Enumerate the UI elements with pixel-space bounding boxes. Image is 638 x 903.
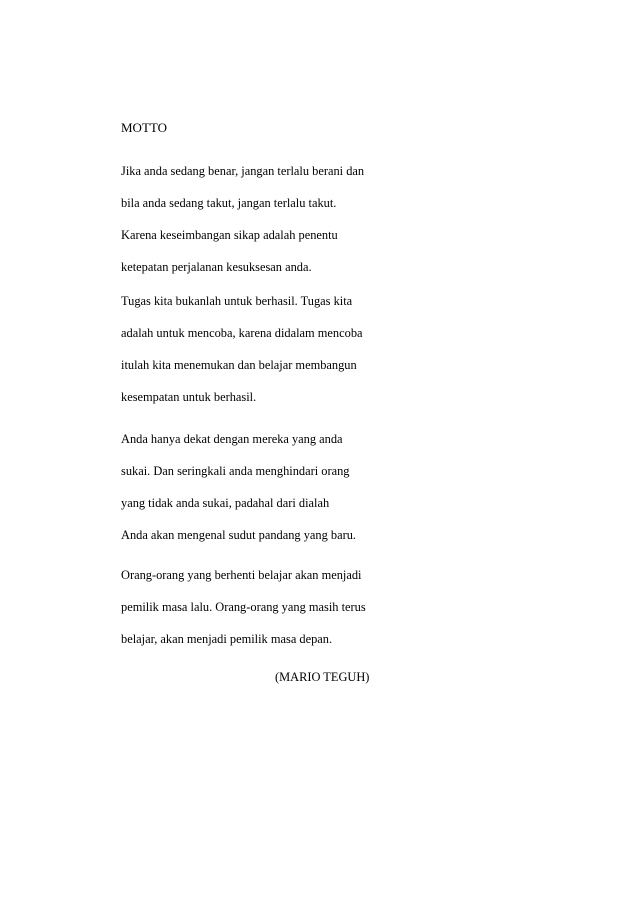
paragraph-line: ketepatan perjalanan kesuksesan anda. <box>121 260 312 274</box>
paragraph-line: Orang-orang yang berhenti belajar akan menjadi <box>121 568 362 582</box>
motto-paragraph-4 <box>121 567 366 647</box>
paragraph-line: Anda hanya dekat dengan mereka yang anda <box>121 432 343 446</box>
paragraph-line: Jika anda sedang benar, jangan terlalu berani dan <box>121 164 365 178</box>
paragraph-line: Karena keseimbangan sikap adalah penentu <box>121 228 338 242</box>
page-title: MOTTO <box>121 120 167 135</box>
motto-paragraph-1 <box>121 163 364 275</box>
paragraph-line: adalah untuk mencoba, karena didalam mencoba <box>121 326 363 340</box>
attribution: (MARIO TEGUH) <box>275 670 370 684</box>
motto-paragraph-2 <box>121 293 363 405</box>
paragraph-line: Anda akan mengenal sudut pandang yang baru. <box>121 528 357 542</box>
paragraph-line: yang tidak anda sukai, padahal dari dialah <box>121 496 330 510</box>
paragraph-line: itulah kita menemukan dan belajar membangun <box>121 358 357 372</box>
paragraph-line: Tugas kita bukanlah untuk berhasil. Tugas kita <box>121 294 353 308</box>
paragraph-line: kesempatan untuk berhasil. <box>121 390 257 404</box>
paragraph-line: belajar, akan menjadi pemilik masa depan. <box>121 632 333 646</box>
paragraph-line: pemilik masa lalu. Orang-orang yang masih terus <box>121 600 366 614</box>
paragraph-line: bila anda sedang takut, jangan terlalu takut. <box>121 196 337 210</box>
motto-paragraph-3 <box>121 431 356 543</box>
paragraph-line: sukai. Dan seringkali anda menghindari orang <box>121 464 350 478</box>
